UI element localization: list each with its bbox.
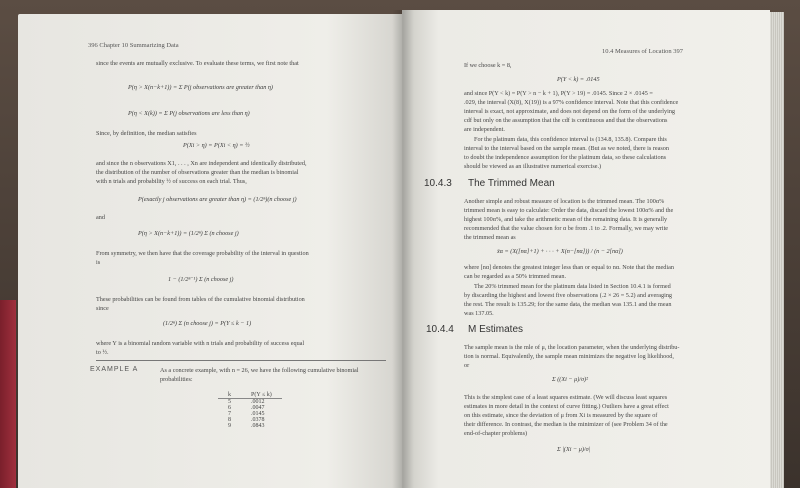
text-line: their difference. In contrast, the median is the minimizer of (see Problem 34 of the [464, 421, 668, 428]
text-line: As a concrete example, with n = 26, we have the following cumulative binomial [160, 367, 359, 374]
text-line: tion is normal. Equivalently, the sample mean minimizes the negative log likelihood, [464, 353, 674, 360]
table-cell: 5 [228, 399, 231, 405]
text-line: the distribution of the number of observations greater than the median is binomial [96, 169, 299, 176]
text-line: or [464, 362, 470, 369]
section-title: The Trimmed Mean [468, 178, 555, 189]
equation: Σ |(Xi − μ)/σ| [557, 446, 591, 453]
text-line: can be regarded as a 50% trimmed mean. [464, 273, 567, 280]
table-header: P(Y ≤ k) [251, 392, 272, 398]
table-header: k [228, 392, 231, 398]
text-line: was 137.05. [464, 310, 494, 317]
table-cell: .0012 [251, 399, 265, 405]
equation: P(η < X(k)) = Σ P(j observations are less than η) [128, 110, 250, 117]
text-line: For the platinum data, this confidence interval is (134.8, 135.8). Compare this [474, 136, 667, 143]
left-page [18, 14, 404, 488]
text-line: the rest. The result is 135.29; for the same data, the median was 135.1 and the mean [464, 301, 672, 308]
left-page-header: 396 Chapter 10 Summarizing Data [88, 42, 179, 49]
binomial-table [218, 392, 282, 429]
equation: P(η > X(n−k+1)) = (1/2ⁿ) Σ (n choose j) [138, 230, 239, 237]
text-line: The 20% trimmed mean for the platinum data listed in Section 10.4.1 is formed [474, 283, 671, 290]
text-line: to doubt the independence assumption for the platinum data, so these calculations [464, 154, 667, 161]
table-cell: .0047 [251, 405, 265, 411]
table-cell: 6 [228, 405, 231, 411]
table-cell: .0843 [251, 423, 265, 429]
example-label: EXAMPLE A [90, 366, 139, 373]
text-line: and since the n observations X1, . . . , Xn are independent and identically distributed, [96, 160, 307, 167]
equation: 1 − (1/2ⁿ⁻¹) Σ (n choose j) [168, 276, 234, 283]
right-page [402, 10, 770, 488]
text-line: cdf but only on the assumption that the cdf is continuous and that the observations [464, 117, 668, 124]
right-page-header: 10.4 Measures of Location 397 [602, 48, 684, 55]
page-edges [770, 12, 784, 488]
text-line: estimates in more detail in the context of curve fitting.) Outliers have a great effect [464, 403, 669, 410]
text-line: where [nα] denotes the greatest integer less than or equal to nα. Note that the median [464, 264, 674, 271]
divider [96, 360, 386, 361]
equation: P(exactly j observations are greater than η) = (1/2ⁿ)(n choose j) [138, 196, 297, 203]
text-line: since [96, 305, 109, 312]
text-line: Another simple and robust measure of location is the trimmed mean. The 100α% [464, 198, 665, 205]
text-line: by discarding the highest and lowest five observations (.2 × 26 = 5.2) and averaging [464, 292, 673, 299]
text-line: probabilities: [160, 376, 193, 383]
text-line: From symmetry, we then have that the coverage probability of the interval in question [96, 250, 309, 257]
text-line: .029, the interval (X(8), X(19)) is a 97% confidence interval. Note that this confidence [464, 99, 679, 106]
book-cover-edge [0, 300, 16, 488]
text-line: interval is exact, not approximate, and does not depend on the form of the underlying [464, 108, 676, 115]
text-line: The sample mean is the mle of μ, the location parameter, when the underlying distribu- [464, 344, 680, 351]
table-cell: 8 [228, 417, 231, 423]
text-line: This is the simplest case of a least squares estimate. (We will discuss least squares [464, 394, 668, 401]
text-line: These probabilities can be found from tables of the cumulative binomial distribution [96, 296, 305, 303]
equation: P(η > X(n−k+1)) = Σ P(j observations are greater than η) [128, 84, 273, 91]
text-line: interval to the interval based on the sample mean. (But as we noted, there is reason [464, 145, 669, 152]
text-line: recommended that the value chosen for α be from .1 to .2. Formally, we may write [464, 225, 669, 232]
section-title: M Estimates [468, 324, 524, 335]
text-line: end-of-chapter problems) [464, 430, 528, 437]
text-line: the trimmed mean as [464, 234, 516, 241]
text-line: and [96, 214, 105, 221]
text-line: since the events are mutually exclusive. To evaluate these terms, we first note that [96, 60, 299, 67]
equation: P(Y < k) = .0145 [557, 76, 600, 83]
text-line: and since P(Y < k) = P(Y > n − k + 1), P(Y > 19) = .0145. Since 2 × .0145 = [464, 90, 653, 97]
equation: (1/2ⁿ) Σ (n choose j) = P(Y ≤ k − 1) [163, 320, 252, 327]
equation: P(Xi > η) = P(Xi < η) = ½ [183, 142, 250, 149]
text-line: trimmed mean is easy to calculate: Order the data, discard the lowest 100α% and the [464, 207, 674, 214]
book-gutter-shadow [392, 10, 414, 488]
text-line: is [96, 259, 101, 266]
text-line: should be viewed as an illustrative numerical exercise.) [464, 163, 602, 170]
table-cell: .0145 [251, 411, 265, 417]
text-line: Since, by definition, the median satisfies [96, 130, 197, 137]
text-line: on this estimate, since the deviation of μ from Xi is measured by the square of [464, 412, 658, 419]
text-line: If we choose k = 8, [464, 62, 512, 69]
table-cell: 7 [228, 411, 231, 417]
equation: Σ ((Xi − μ)/σ)² [552, 376, 588, 383]
equation: x̄α = (X([nα]+1) + · · · + X(n−[nα])) / (n − 2[nα]) [497, 248, 623, 255]
section-number: 10.4.4 [426, 324, 454, 335]
table-cell: 9 [228, 423, 231, 429]
table-row [218, 423, 282, 429]
text-line: are independent. [464, 126, 505, 133]
text-line: where Y is a binomial random variable with n trials and probability of success equal [96, 340, 305, 347]
section-number: 10.4.3 [424, 178, 452, 189]
text-line: highest 100α%, and take the arithmetic mean of the remaining data. It is generally [464, 216, 668, 223]
text-line: to ½. [96, 349, 109, 356]
text-line: with n trials and probability ½ of success on each trial. Thus, [96, 178, 247, 185]
table-cell: .0378 [251, 417, 265, 423]
